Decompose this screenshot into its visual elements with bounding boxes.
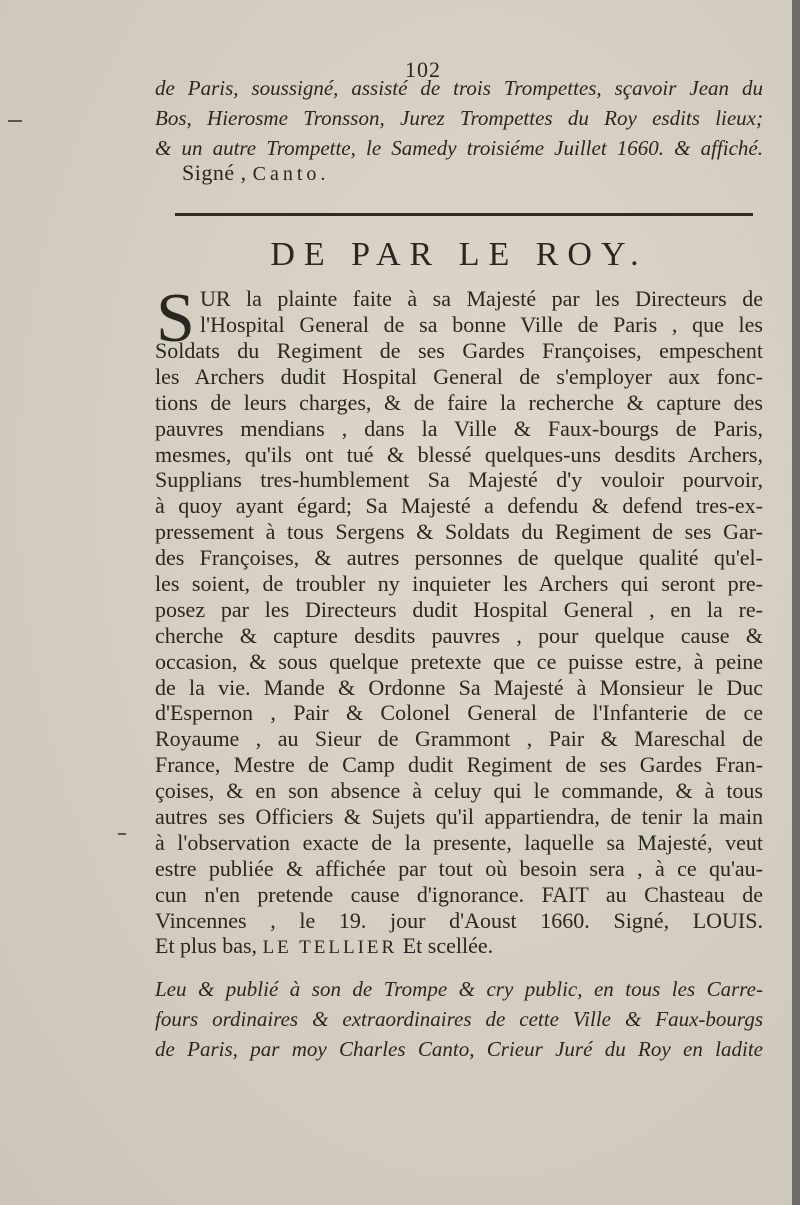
signed-prefix: Signé , [182,160,247,185]
bottom-italic-line-1: Leu & publié à son de Trompe & cry public, en tous les Carre- [155,977,763,1001]
bottom-italic-line-2: fours ordinaires & extraordinaires de cette Ville & Faux-bourgs [155,1007,763,1031]
body-line: à l'observation exacte de la presente, laquelle sa Majesté, veut [155,829,763,855]
body-line: d'Espernon , Pair & Colonel General de l'Infanterie de ce [155,700,763,726]
body-line: à quoy ayant égard; Sa Majesté a defendu & defend tres-ex- [155,493,763,519]
closing-suffix: Et scellée. [402,933,494,959]
top-italic-line-3: & un autre Trompette, le Samedy troisiéme Juillet 1660. & affiché. [155,136,763,160]
body-line: l'Hospital General de sa bonne Ville de Paris , que les [200,311,763,337]
bottom-italic-paragraph [155,974,763,1064]
body-line: cherche & capture desdits pauvres , pour quelque cause & [155,622,763,648]
bottom-italic-line-3: de Paris, par moy Charles Canto, Crieur Juré du Roy en ladite [155,1037,763,1061]
body-line: Vincennes , le 19. jour d'Aoust 1660. Signé, LOUIS. [155,907,763,933]
body-line: cun n'en pretende cause d'ignorance. FAIT au Chasteau de [155,881,763,907]
body-line: posez par les Directeurs dudit Hospital General , en la re- [155,596,763,622]
body-line: des Françoises, & autres personnes de quelque qualité qu'el- [155,545,763,571]
body-line: autres ses Officiers & Sujets qu'il appartiendra, de tenir la main [155,804,763,830]
body-line: de la vie. Mande & Ordonne Sa Majesté à Monsieur le Duc [155,674,763,700]
margin-mark [8,120,22,122]
body-line: mesmes, qu'ils ont tué & blessé quelques-uns desdits Archers, [155,441,763,467]
body-line: estre publiée & affichée par tout où besoin sera , à ce qu'au- [155,855,763,881]
page-number: 102 [405,57,441,82]
signed-line [182,160,329,186]
body-line: tions de leurs charges, & de faire la recherche & capture des [155,389,763,415]
body-line: Supplians tres-humblement Sa Majesté d'y vouloir pourvoir, [155,467,763,493]
signed-name: Canto. [252,163,330,185]
margin-mark [118,833,126,835]
body-line: les soient, de troubler ny inquieter les Archers qui seront pre- [155,571,763,597]
decree-heading: DE PAR LE ROY. [270,236,648,273]
body-first-lines [200,286,763,338]
body-line: pressement à tous Sergens & Soldats du Regiment de ses Gar- [155,519,763,545]
body-line: UR la plainte faite à sa Majesté par les Directeurs de [200,286,763,311]
drop-cap: S [156,280,195,357]
closing-prefix: Et plus bas, [155,933,258,959]
body-paragraph [155,338,763,959]
closing-name: LE TELLIER [262,937,398,959]
page-edge [792,0,800,1205]
body-line: occasion, & sous quelque pretexte que ce puisse estre, à peine [155,648,763,674]
body-line: Soldats du Regiment de ses Gardes Françoises, empeschent [155,338,763,363]
top-italic-line-2: Bos, Hierosme Tronsson, Jurez Trompettes du Roy esdits lieux; [155,106,763,130]
body-line: çoises, & en son absence à celuy qui le commande, & à tous [155,778,763,804]
section-divider [175,213,753,216]
top-italic-line-1: de Paris, soussigné, assisté de trois Trompettes, sçavoir Jean du [155,76,763,100]
body-line: Royaume , au Sieur de Grammont , Pair & Mareschal de [155,726,763,752]
body-line: pauvres mendians , dans la Ville & Faux-bourgs de Paris, [155,415,763,441]
closing-line [155,933,763,959]
body-line: France, Mestre de Camp dudit Regiment de ses Gardes Fran- [155,752,763,778]
body-line: les Archers dudit Hospital General de s'employer aux fonc- [155,363,763,389]
